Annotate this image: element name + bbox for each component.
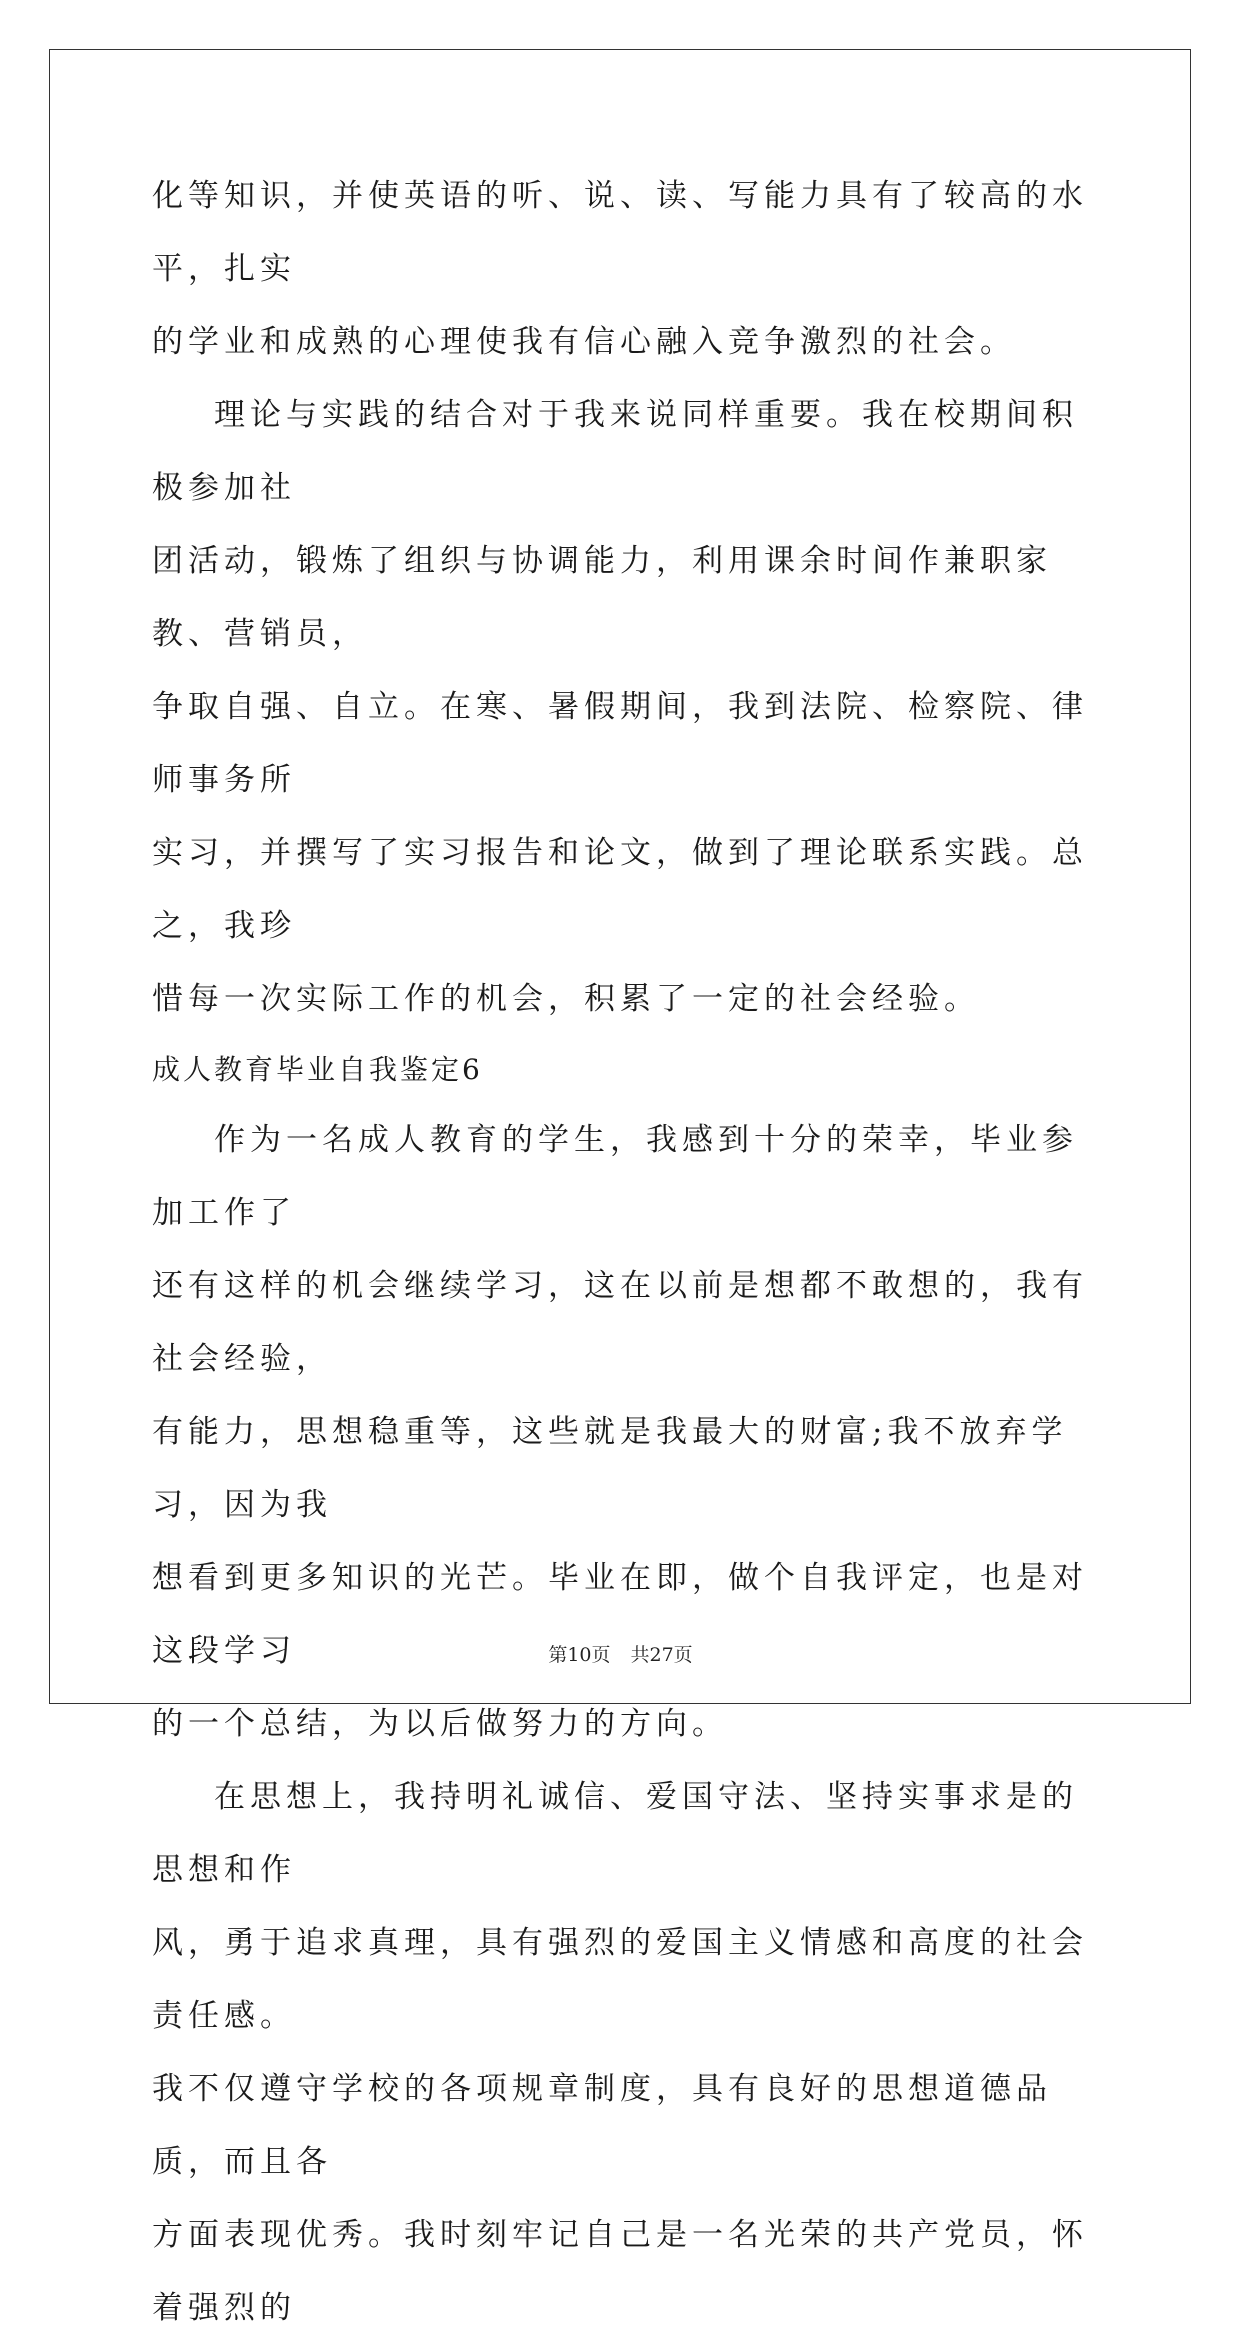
- page-number: 第10页: [548, 1644, 611, 1666]
- section-heading: 成人教育毕业自我鉴定6: [152, 1053, 483, 1086]
- text-line: 理论与实践的结合对于我来说同样重要。我在校期间积极参加社: [152, 397, 1078, 506]
- text-line: 的一个总结，为以后做努力的方向。: [152, 1706, 728, 1742]
- page-footer: [0, 1640, 1241, 1667]
- text-line: 还有这样的机会继续学习，这在以前是想都不敢想的，我有社会经验，: [152, 1268, 1088, 1377]
- text-line: 作为一名成人教育的学生，我感到十分的荣幸，毕业参加工作了: [152, 1122, 1078, 1231]
- text-line: 争取自强、自立。在寒、暑假期间，我到法院、检察院、律师事务所: [152, 689, 1088, 798]
- text-line: 团活动，锻炼了组织与协调能力，利用课余时间作兼职家教、营销员，: [152, 543, 1052, 652]
- paragraph-ideology: [152, 1761, 1097, 2345]
- document-body: [152, 160, 1097, 2345]
- paragraph-practice: [152, 379, 1097, 1036]
- paragraph-continued: [152, 160, 1097, 379]
- text-line: 有能力，思想稳重等，这些就是我最大的财富;我不放弃学习，因为我: [152, 1414, 1068, 1523]
- text-line: 惜每一次实际工作的机会，积累了一定的社会经验。: [152, 981, 980, 1017]
- text-line: 方面表现优秀。我时刻牢记自己是一名光荣的共产党员，怀着强烈的: [152, 2217, 1088, 2326]
- text-line: 化等知识，并使英语的听、说、读、写能力具有了较高的水平，扎实: [152, 178, 1088, 287]
- page-total: 共27页: [630, 1644, 693, 1666]
- text-line: 想看到更多知识的光芒。毕业在即，做个自我评定，也是对这段学习: [152, 1560, 1088, 1669]
- text-line: 我不仅遵守学校的各项规章制度，具有良好的思想道德品质，而且各: [152, 2071, 1052, 2180]
- text-line: 的学业和成熟的心理使我有信心融入竞争激烈的社会。: [152, 324, 1016, 360]
- text-line: 在思想上，我持明礼诚信、爱国守法、坚持实事求是的思想和作: [152, 1779, 1078, 1888]
- text-line: 风，勇于追求真理，具有强烈的爱国主义情感和高度的社会责任感。: [152, 1925, 1088, 2034]
- text-line: 实习，并撰写了实习报告和论文，做到了理论联系实践。总之，我珍: [152, 835, 1088, 944]
